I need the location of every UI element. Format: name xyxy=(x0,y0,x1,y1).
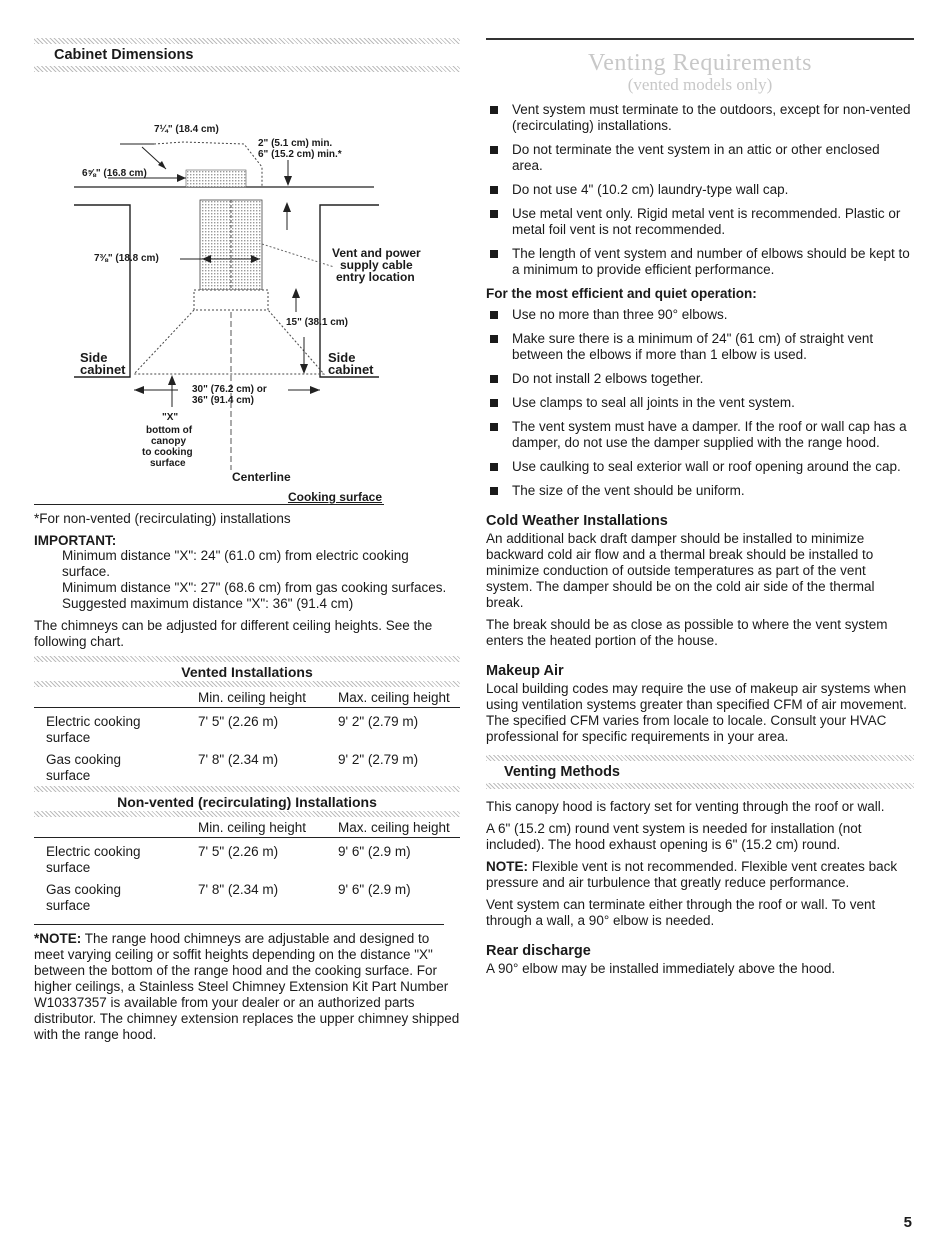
dim-min: 2" (5.1 cm) min. xyxy=(258,138,333,149)
chimney-note xyxy=(34,931,460,1043)
table-row xyxy=(34,714,460,746)
list-item: Use no more than three 90° elbows. xyxy=(486,307,914,323)
x-desc-4: surface xyxy=(150,458,186,469)
list-item: Use metal vent only. Rigid metal vent is recommended. Plastic or metal foil vent is not recommended. xyxy=(486,206,914,238)
dim-min-star: 6" (15.2 cm) min.* xyxy=(258,149,342,160)
cabinet-dimensions-heading: Cabinet Dimensions xyxy=(54,47,194,63)
vent-leader xyxy=(262,244,334,267)
methods-note-text: Flexible vent is not recommended. Flexible vent creates back pressure and air turbulence that greatly reduce performance. xyxy=(486,858,898,890)
row-max: 9' 2" (2.79 m) xyxy=(338,752,419,767)
dim30-arrow-left xyxy=(134,386,144,394)
venting-requirements-title: Venting Requirements xyxy=(588,49,812,76)
list-item: Do not terminate the vent system in an attic or other enclosed area. xyxy=(486,142,914,174)
efficient-operation-heading: For the most efficient and quiet operation: xyxy=(486,285,757,301)
table-row xyxy=(34,882,460,914)
col-max: Max. ceiling height xyxy=(338,820,450,835)
rear-discharge-heading: Rear discharge xyxy=(486,942,591,959)
col-min: Min. ceiling height xyxy=(198,820,307,835)
row-label: Gas cooking xyxy=(46,752,122,767)
methods-text-2: A 6" (15.2 cm) round vent system is needed for installation (not included). The hood exhaust opening is 6" (15.2 cm) round. xyxy=(486,820,862,852)
methods-note-label: NOTE: xyxy=(486,858,528,874)
col-max: Max. ceiling height xyxy=(338,690,450,705)
row-min: 7' 8" (2.34 m) xyxy=(198,752,279,767)
table-row xyxy=(34,844,460,876)
side-cabinet-left-1: Side xyxy=(80,350,108,365)
vent-label-2: supply cable xyxy=(340,258,413,272)
list-item: Do not use 4" (10.2 cm) laundry-type wall cap. xyxy=(486,182,914,198)
section-rule xyxy=(486,38,914,40)
makeup-air-heading: Makeup Air xyxy=(486,662,564,679)
col-min: Min. ceiling height xyxy=(198,690,307,705)
x-desc-3: to cooking xyxy=(142,447,193,458)
vent-label-3: entry location xyxy=(336,270,415,284)
methods-text-3: Vent system can terminate either through the roof or wall. To vent through a wall, a 90° elbow is needed. xyxy=(486,896,876,928)
chimney-note-label: *NOTE: xyxy=(34,931,82,946)
x-dim-arrow-top xyxy=(168,375,176,385)
row-label: Gas cooking xyxy=(46,882,122,897)
page-number: 5 xyxy=(903,1214,912,1231)
vented-table-header xyxy=(34,687,460,708)
row-label: surface xyxy=(46,730,91,745)
dim-top-width: 7¼" (18.4 cm) xyxy=(154,124,219,135)
chimney-lower xyxy=(194,290,268,310)
row-label: surface xyxy=(46,860,91,875)
row-max: 9' 6" (2.9 m) xyxy=(338,844,411,859)
row-label: Electric cooking xyxy=(46,844,141,859)
x-label: "X" xyxy=(162,412,179,423)
nonvented-table xyxy=(34,786,460,914)
right-dim-arrow-top xyxy=(283,202,291,212)
chimney-note-text: The range hood chimneys are adjustable and designed to meet varying ceiling or soffit heights depending on the distance "X" between the bottom of the range hood and the cooking surface. For higher ceilings, a Stainless Steel Chimney Extension Kit Part Number W10337357 is available from your dealer or an authorized parts distributor. The chimney extension replaces the upper chimney shipped with the range hood. xyxy=(34,931,460,1042)
dim-left: 6⅝" (16.8 cm) xyxy=(82,168,147,179)
dim-15: 15" (38.1 cm) xyxy=(286,317,348,328)
important-label: IMPORTANT: xyxy=(34,533,117,548)
side-cabinet-left-2: cabinet xyxy=(80,362,126,377)
list-item: Use clamps to seal all joints in the vent system. xyxy=(486,395,914,411)
cold-weather-text-2: The break should be as close as possible to where the vent system enters the heated portion of the house. xyxy=(486,616,888,648)
dim-30: 30" (76.2 cm) or xyxy=(192,384,267,395)
important-line-2: Minimum distance "X": 27" (68.6 cm) from gas cooking surfaces. xyxy=(62,580,447,595)
vent-label-1: Vent and power xyxy=(332,246,421,260)
venting-methods-heading: Venting Methods xyxy=(504,763,620,780)
dim-mid: 7⅜" (18.8 cm) xyxy=(94,253,159,264)
row-label: surface xyxy=(46,768,91,783)
nonvented-table-header xyxy=(34,817,460,838)
row-label: Electric cooking xyxy=(46,714,141,729)
cabinet-dimensions-diagram xyxy=(34,72,460,484)
makeup-air-text: Local building codes may require the use of makeup air systems when using ventilation systems greater than specified CFM of air movement. The specified CFM varies from locale to locale. Consult your HVAC professional for specific requirements in your area. xyxy=(486,680,907,744)
row-max: 9' 2" (2.79 m) xyxy=(338,714,419,729)
cooking-surface-label: Cooking surface xyxy=(287,490,382,504)
efficient-operation-list xyxy=(486,307,914,499)
list-item: The length of vent system and number of elbows should be kept to a minimum to provide efficient performance. xyxy=(486,246,914,278)
row-min: 7' 5" (2.26 m) xyxy=(198,844,279,859)
dim15-arrow xyxy=(300,364,308,374)
row-label: surface xyxy=(46,898,91,913)
important-line-1: Minimum distance "X": 24" (61.0 cm) from electric cooking surface. xyxy=(62,548,409,579)
list-item: The vent system must have a damper. If the roof or wall cap has a damper, do not use the damper supplied with the range hood. xyxy=(486,419,914,451)
duct-top xyxy=(186,170,246,187)
rear-discharge-text: A 90° elbow may be installed immediately above the hood. xyxy=(486,960,836,976)
vent-requirements-list xyxy=(486,102,914,278)
nonvented-table-title: Non-vented (recirculating) Installations xyxy=(117,794,377,810)
venting-methods-section xyxy=(486,755,914,789)
right-column xyxy=(486,38,914,983)
dim30-arrow-right xyxy=(310,386,320,394)
chimney-text: The chimneys can be adjusted for different ceiling heights. See the following chart. xyxy=(34,618,433,649)
important-list xyxy=(34,548,460,612)
row-min: 7' 5" (2.26 m) xyxy=(198,714,279,729)
min-dim-arrow xyxy=(284,176,292,186)
row-min: 7' 8" (2.34 m) xyxy=(198,882,279,897)
centerline-label: Centerline xyxy=(232,470,291,484)
venting-requirements-subtitle: (vented models only) xyxy=(627,74,773,94)
methods-note xyxy=(486,859,914,891)
footnote: *For non-vented (recirculating) installations xyxy=(34,511,291,526)
important-line-3: Suggested maximum distance "X": 36" (91.4 cm) xyxy=(62,596,354,611)
vented-table-title: Vented Installations xyxy=(181,664,313,680)
list-item: The size of the vent should be uniform. xyxy=(486,483,914,499)
x-desc-1: bottom of xyxy=(146,425,193,436)
cold-weather-heading: Cold Weather Installations xyxy=(486,512,668,529)
row-max: 9' 6" (2.9 m) xyxy=(338,882,411,897)
dim-36: 36" (91.4 cm) xyxy=(192,395,254,406)
table-row xyxy=(34,752,460,784)
x-desc-2: canopy xyxy=(151,436,187,447)
methods-text-1: This canopy hood is factory set for venting through the roof or wall. xyxy=(486,798,885,814)
list-item: Use caulking to seal exterior wall or roof opening around the cap. xyxy=(486,459,914,475)
side-cabinet-right-2: cabinet xyxy=(328,362,374,377)
vented-table xyxy=(34,656,460,784)
list-item: Vent system must terminate to the outdoors, except for non-vented (recirculating) installations. xyxy=(486,102,914,134)
side-cabinet-right-1: Side xyxy=(328,350,356,365)
table-bottom-rule xyxy=(34,924,444,925)
list-item: Make sure there is a minimum of 24" (61 cm) of straight vent between the elbows if more than 1 elbow is used. xyxy=(486,331,914,363)
right-dim-arrow-bottom xyxy=(292,288,300,298)
list-item: Do not install 2 elbows together. xyxy=(486,371,914,387)
left-column xyxy=(34,38,460,1049)
section-divider xyxy=(486,783,914,789)
cooking-surface-line xyxy=(34,486,384,505)
left-dim-arrow xyxy=(177,174,186,182)
cold-weather-text-1: An additional back draft damper should be installed to minimize backward cold air flow and a thermal break should be installed to minimize conduction of outside temperatures as part of the vent system. The damper should be on the cold air side of the thermal break. xyxy=(486,530,875,610)
